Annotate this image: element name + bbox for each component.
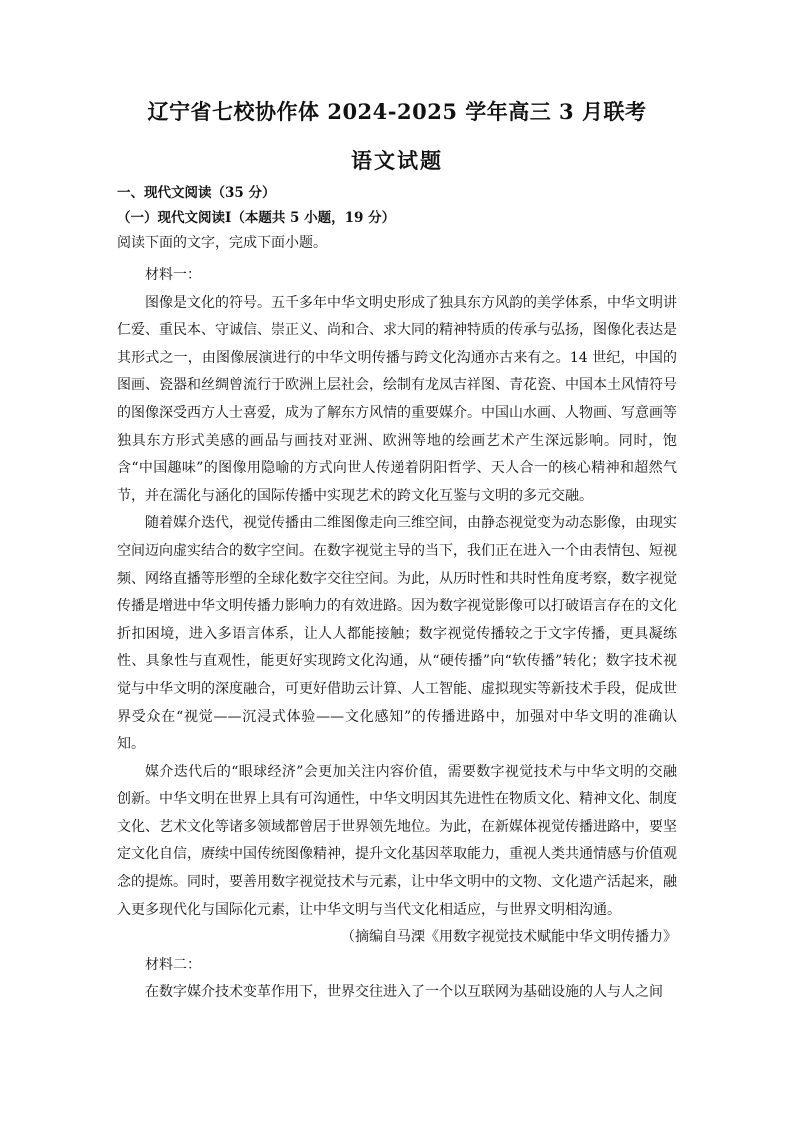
material2-label: 材料二： [145,956,201,973]
subsection-heading: （一）现代文阅读Ⅰ（本题共 5 小题，19 分） [117,210,396,226]
instruction-text: 阅读下面的文字，完成下面小题。 [117,235,327,251]
paragraph-3: 媒介迭代后的“眼球经济”会更加关注内容价值，需要数字视觉技术与中华文明的交融创新。中华文明在世界上具有可沟通性，中华文明因其先进性在物质文化、精神文化、制度文化、艺术文化等诸多领域都曾居于世界领先地位。为此，在新媒体视觉传播进路中，要坚定文化自信，赓续中国传统图像精神，提升文化基因萃取能力，重视人类共通情感与价值观念的提炼。同时，要善用数字视觉技术与元素，让中华文明中的文物、文化遗产活起来，融入更多现代化与国际化元素，让中华文明与当代文化相适应，与世界文明相沟通。 [117,763,677,918]
section-heading: 一、现代文阅读（35 分） [117,185,276,201]
paragraph-4: 在数字媒介技术变革作用下，世界交往进入了一个以互联网为基础设施的人与人之间 [145,984,663,1001]
source-citation: （摘编自马溧《用数字视觉技术赋能中华文明传播力》 [341,929,677,946]
paragraph-1: 图像是文化的符号。五千多年中华文明史形成了独具东方风韵的美学体系，中华文明讲仁爱、重民本、守诚信、崇正义、尚和合、求大同的精神特质的传承与弘扬，图像化表达是其形式之一，由图像展演进行的中华文明传播与跨文化沟通亦古来有之。14 世纪，中国的图画、瓷器和丝绸曾流行于欧洲上层社会，绘制有龙凤吉祥图、青花瓷、中国本土风情符号的图像深受西方人士喜爱，成为了解东方风情的重要媒介。中国山水画、人物画、写意画等独具东方形式美感的画品与画技对亚洲、欧洲等地的绘画艺术产生深远影响。同时，饱含“中国趣味”的图像用隐喻的方式向世人传递着阴阳哲学、天人合一的核心精神和超然气节，并在濡化与涵化的国际传播中实现艺术的跨文化互鉴与文明的多元交融。 [117,294,677,504]
document-subtitle: 语文试题 [351,148,443,173]
material1-label: 材料一： [145,267,201,283]
passage-body [117,262,677,1007]
document-title: 辽宁省七校协作体 2024-2025 学年高三 3 月联考 [147,99,647,124]
paragraph-2: 随着媒介迭代，视觉传播由二维图像走向三维空间，由静态视觉变为动态影像，由现实空间迈向虚实结合的数字空间。在数字视觉主导的当下，我们正在进入一个由表情包、短视频、网络直播等形塑的全球化数字交往空间。为此，从历时性和共时性角度考察，数字视觉传播是增进中华文明传播力影响力的有效进路。因为数字视觉影像可以打破语言存在的文化折扣困境，进入多语言体系，让人人都能接触；数字视觉传播较之于文字传播，更具凝练性、具象性与直观性，能更好实现跨文化沟通，从“硬传播”向“软传播”转化；数字技术视觉与中华文明的深度融合，可更好借助云计算、人工智能、虚拟现实等新技术手段，促成世界受众在“视觉——沉浸式体验——文化感知”的传播进路中，加强对中华文明的准确认知。 [117,515,677,753]
